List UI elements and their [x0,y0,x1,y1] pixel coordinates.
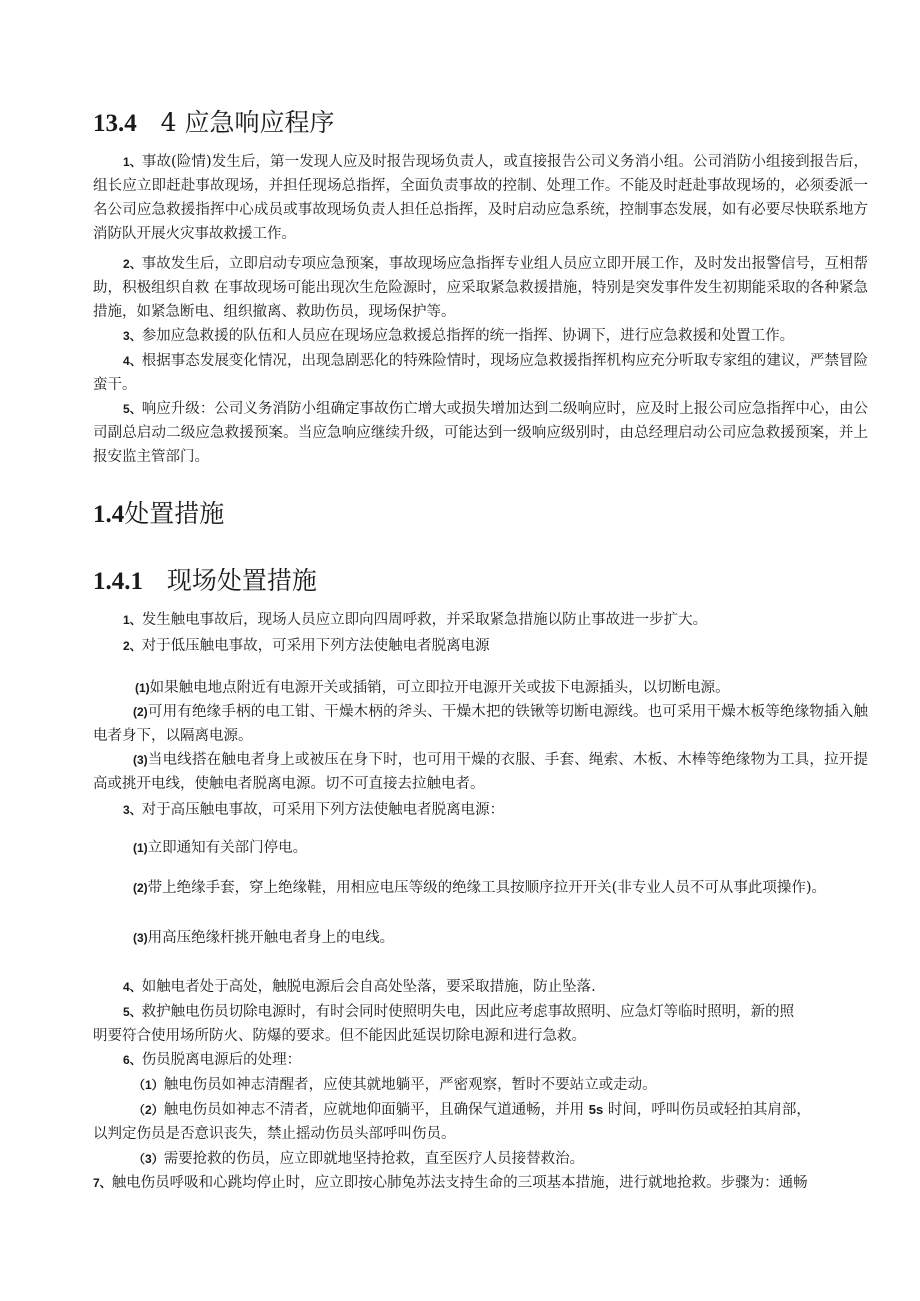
measure-5-line-1 [123,1000,794,1024]
heading-title: 处置措施 [124,499,225,528]
item-number: 3、 [123,803,142,817]
item-text: 可用有绝缘手柄的电工钳、干燥木柄的斧头、干燥木把的铁锹等切断电源线。也可采用干燥木板等绝缘物插入触电者身下，以隔离电源。 [93,704,868,744]
item-number: (2) [133,705,148,719]
paragraph-number: 1、 [123,155,142,169]
measure-1 [123,608,707,632]
measure-3-1 [133,836,307,860]
section-number: 13.4 [93,110,137,137]
item-number: 5、 [123,1005,142,1019]
item-text: 触电伤员呼吸和心跳均停止时，应立即按心肺兔苏法支持生命的三项基本措施，进行就地抢救。步骤为：通畅 [111,1175,808,1191]
heading-number: 1.4.1 [93,568,143,595]
measure-3-2 [93,876,868,900]
paragraph-number: 2、 [123,257,142,271]
item-text: 带上绝缘手套，穿上绝缘鞋，用相应电压等级的绝缘工具按顺序拉开开关(非专业人员不可从事此项操作)。 [147,880,826,896]
heading-1-4-1 [93,561,317,597]
item-text: 立即通知有关部门停电。 [147,840,308,856]
time-value: 5s [588,1102,604,1117]
paragraph-number: 5、 [123,402,142,416]
item-number: 7、 [93,1176,112,1190]
measure-6-2-line-2: 以判定伤员是否意识丧失，禁止摇动伤员头部呼叫伤员。 [93,1126,456,1142]
item-number: 2、 [123,639,142,653]
item-number: 6、 [123,1053,142,1067]
item-text: 对于低压触电事故，可采用下列方法使触电者脱离电源 [141,638,490,654]
item-number: (1) [133,841,148,855]
measure-6 [123,1048,301,1072]
measure-3 [123,798,504,822]
measure-3-3 [133,926,394,950]
paragraph-3 [93,324,868,348]
paragraph-text: 事故(险情)发生后，第一发现人应及时报告现场负责人，或直接报告公司义务消小组。公司消防小组接到报告后，组长应立即赶赴事故现场，并担任现场总指挥，全面负责事故的控制、处理工作。不能及时赶赴事故现场的，必须委派一名公司应急救援指挥中心成员或事故现场负责人担任总指挥，及时启动应急系统，控制事态发展，如有必要尽快联系地方消防队开展火灾事故救援工作。 [93,154,868,242]
paragraph-number: 3、 [123,329,142,343]
paragraph-2 [93,252,868,324]
item-number: (3) [133,753,148,767]
measure-6-2-line-1 [133,1098,811,1122]
item-text: 时间，呼叫伤员或轻拍其肩部， [603,1102,811,1118]
item-number: (1) [135,681,150,695]
item-text: 触电伤员如神志不清者，应就地仰面躺平，且确保气道通畅，并用 [163,1102,589,1118]
item-number: (3) [133,931,148,945]
item-number: (2) [133,881,148,895]
paragraph-5 [93,397,868,469]
item-number: （2） [133,1103,164,1117]
item-number: （1） [133,1078,164,1092]
item-text: 需要抢救的伤员，应立即就地坚持抢救，直至医疗人员接替救治。 [163,1151,585,1167]
item-text: 发生触电事故后，现场人员应立即向四周呼救，并采取紧急措施以防止事故进一步扩大。 [141,612,708,628]
section-heading-13-4 [93,103,334,139]
item-text: 如触电者处于高处，触脱电源后会自高处坠落，要采取措施，防止坠落. [141,979,596,995]
heading-number: 1.4 [93,501,125,528]
item-text: 对于高压触电事故，可采用下列方法使触电者脱离电源： [141,802,505,818]
heading-1-4 [93,494,224,530]
item-text: 伤员脱离电源后的处理： [141,1052,302,1068]
item-number: （3） [133,1152,164,1166]
measure-6-1 [133,1073,657,1097]
item-number: 1、 [123,613,142,627]
paragraph-text: 响应升级：公司义务消防小组确定事故伤亡增大或损失增加达到二级响应时，应及时上报公司应急指挥中心，由公司副总启动二级应急救援预案。当应急响应继续升级，可能达到一级响应级别时，由总经理启动公司应急救援预案，并上报安监主管部门。 [93,401,868,465]
item-number: 4、 [123,980,142,994]
measure-6-3 [133,1147,584,1171]
measure-2-2 [93,700,868,748]
paragraph-number: 4、 [123,354,142,368]
measure-7 [93,1171,808,1195]
paragraph-1 [93,150,868,246]
measure-2-3 [93,748,868,796]
measure-2-1 [135,676,730,700]
item-text: 用高压绝缘杆挑开触电者身上的电线。 [147,930,395,946]
measure-2 [123,634,490,658]
item-text: 当电线搭在触电者身上或被压在身下时，也可用干燥的衣服、手套、绳索、木板、木棒等绝缘物为工具，拉开提高或挑开电线，使触电者脱离电源。切不可直接去拉触电者。 [93,752,868,792]
measure-4 [123,975,596,999]
paragraph-4 [93,349,868,397]
section-title: 4 应急响应程序 [160,108,335,137]
item-text: 如果触电地点附近有电源开关或插销，可立即拉开电源开关或拔下电源插头，以切断电源。 [149,680,730,696]
item-text: 触电伤员如神志清醒者，应使其就地躺平，严密观察，暂时不要站立或走动。 [163,1077,657,1093]
item-text: 救护触电伤员切除电源时，有时会同时使照明失电，因此应考虑事故照明、应急灯等临时照明，新的照 [141,1004,795,1020]
paragraph-text: 事故发生后，立即启动专项应急预案，事故现场应急指挥专业组人员应立即开展工作，及时发出报警信号，互相帮助，积极组织自救 在事故现场可能出现次生危险源时，应采取紧急救援措施，特别是突发事件发生初期能采取的各种紧急措施，如紧急断电、组织撤离、救助伤员，现场保护等。 [93,256,868,320]
paragraph-text: 根据事态发展变化情况，出现急剧恶化的特殊险情时，现场应急救援指挥机构应充分听取专家组的建议，严禁冒险蛮干。 [93,353,868,393]
heading-title: 现场处置措施 [166,566,317,595]
paragraph-text: 参加应急救援的队伍和人员应在现场应急救援总指挥的统一指挥、协调下，进行应急救援和处置工作。 [141,328,795,344]
measure-5-line-2: 明要符合使用场所防火、防爆的要求。但不能因此延误切除电源和进行急救。 [93,1028,586,1044]
